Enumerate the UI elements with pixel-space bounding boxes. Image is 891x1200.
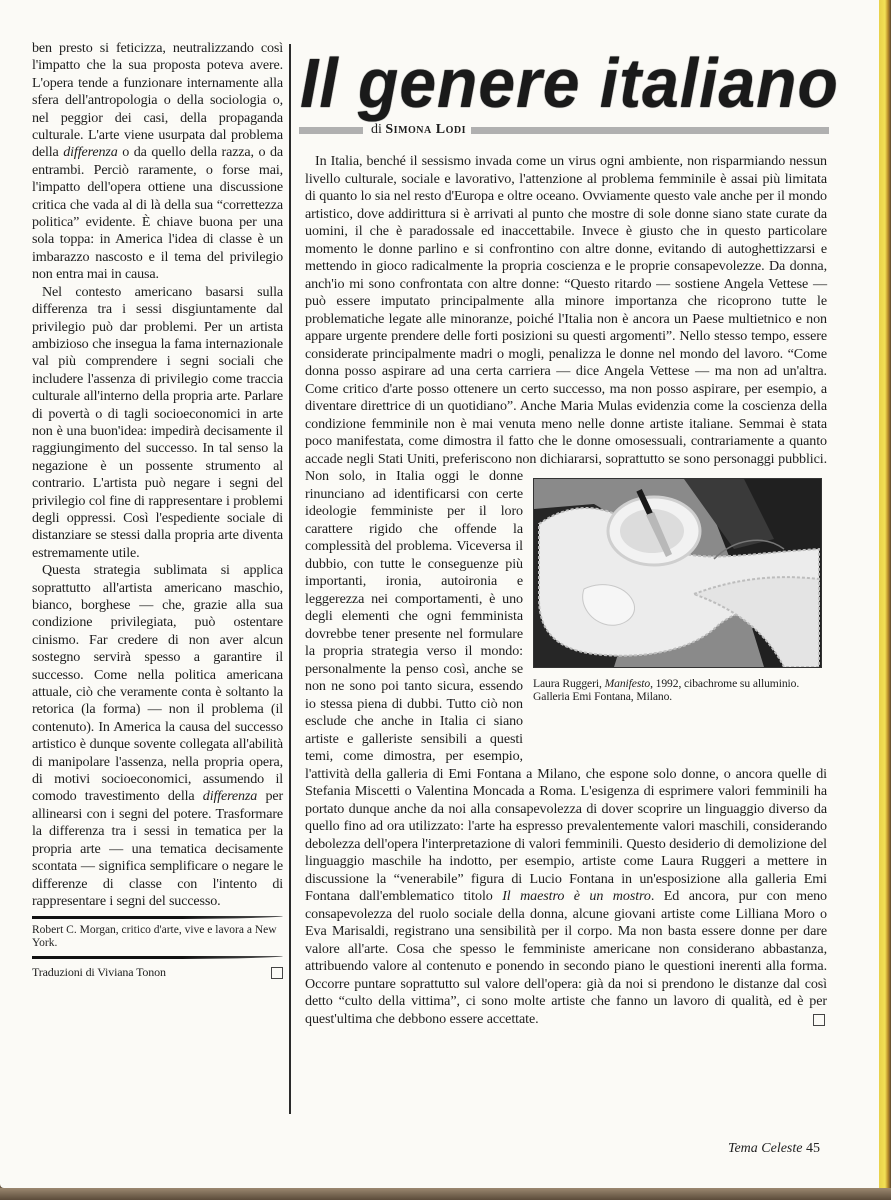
section-rule: [32, 916, 283, 919]
article-title: Il genere italiano: [300, 44, 839, 122]
main-paragraph: In Italia, benché il sessismo invada come un virus ogni ambiente, non risparmiando nessun livello culturale, sociale e lavorativo, l'attenzione al problema femminile è assai più limitata di quanto lo sia nel resto d'Europa e oltre oceano. Ovviamente questo vale anche per il mondo artistico, dove addirittura si è arrivati al punto che mostre di sole donne siano state curate da uomini, il che è paradossale ed inaccettabile. Invece è giusto che in questo particolare momento le donne parlino e si confrontino con altre donne, evitando di autoghettizzarsi e mettendo in gioco radicalmente la propria coscienza e le proprie consapevolezze. Da donna, anch'io mi sono confrontata con altre donne: “Questo ritardo — sostiene Angela Vettese — può essere imputato principalmente alla minore importanza che ricoprono tutte le problematiche legate alle minoranze, poiché l'Italia non è ancora un Paese multietnico e non appare urgente prendere delle forti posizioni su questi argomenti”. Nello stesso tempo, essere considerate principalmente madri o mogli, penalizza le donne nel mondo del lavoro. “Come donna posso aspirare ad una certa carriera — dice Angela Vettese — ma non ad un'altra. Come critico d'arte posso ottenere un certo successo, ma non posso aspirare, per esempio, a diventare direttrice di un quotidiano”. Anche Maria Mulas evidenzia come la coscienza della condizione femminile non è mai venuta meno nelle donne artiste italiane. Semmai è stata poco manifestata, come dimostra il fatto che le donne omosessuali, contrariamente a quanto accade negli Stati Uniti, preferiscono non dichiararsi, soprattutto se sono personaggi pubblici. Non solo, in Italia oggi le donne rinunciano ad identificarsi con certe ideologie femministe per il loro carattere rigido che offende la complessità del problema. Viceversa il dubbio, con tutte le conseguenze più importanti, ironia, autoironia e leggerezza nei comportamenti, è uno degli elementi che ogni femminista dovrebbe tener presente nel formulare la propria strategia verso il mondo: personalmente la penso così, anche se non ne sono poi tanto sicura, essendo io stessa piena di dubbi. Tutto ciò non esclude che anche in Italia ci siano artiste e galleriste sensibili a questi temi, come dimostra, per esempio, l'attività della galleria di Emi Fontana a Milano, che espone solo donne, o ancora quelle di Stefania Miscetti o Valentina Moncada a Roma. L'esigenza di esprimere valori femminili ha portato dunque anche da noi alla consapevolezza di dover scoprire un linguaggio diverso da quello fino ad ora utilizzato: l'arte ha espresso prevalentemente valori maschili, considerando debolezza dell'opera l'interpretazione di valori femminili. Questo desiderio di demolizione del linguaggio maschile ha indotto, per esempio, artiste come Laura Ruggeri a mettere in discussione la “venerabile” figura di Lucio Fontana in un'esposizione alla galleria Emi Fontana dall'emblematico titolo Il maestro è un mostro. Ed ancora, pur con meno consapevolezza del ruolo sociale della donna, alcune giovani artiste come Lilliana Moro o Eva Marisaldi, registrano una sensibilità per il corpo. Ma non basta essere donne per dare valore all'arte. Cosa che spesso le femministe americane non considerano abbastanza, attribuendo valore al contenuto e ponendo in secondo piano le questioni inerenti alla forma. Occorre puntare soprattutto sul valore dell'opera: già da noi si prendono le distanze dal così detto “culto della vittima”, ci sono molte artiste che fanno un lavoro di qualità, ed è per quest'ultima che debbono essere accettate.: [305, 153, 827, 1027]
figure-caption: Laura Ruggeri, Manifesto, 1992, cibachrome su alluminio. Galleria Emi Fontana, Milano.: [533, 677, 800, 703]
article-body: [305, 153, 827, 1028]
left-column: [32, 40, 283, 982]
page-edge: [879, 0, 891, 1190]
left-paragraph-1: ben presto si feticizza, neutralizzando così l'impatto che la sua proposta poteva avere. L'opera tende a funzionare internamente alla sfera dell'antropologia o della sociologia o, nel peggior dei casi, della propaganda culturale. L'arte viene usurpata dal problema della differenza o da quello della razza, o da entrambi. Perciò raramente, o forse mai, l'impatto dell'opera ottiene una discussione critica che vada al di là della sua “correttezza politica” evidente. È chiave buona per una sola toppa: in America l'idea di classe è un imbarazzo nascosto e il tema del privilegio non entra mai in causa.: [32, 40, 284, 283]
author-name: Simona Lodi: [385, 122, 466, 137]
left-paragraph-3: Questa strategia sublimata si applica soprattutto all'artista americano maschio, bianco, borghese — che, grazie alla sua condizione privilegiata, può ostentare cinismo. Far credere di non aver alcun sostegno servirà spesso a garantire il successo. Come nella politica americana attuale, ciò che veramente conta è soltanto la retorica (la forma) — non il problema (il contenuto). In America la causa del successo artistico è dunque sovente collegata all'abilità di manipolare l'assenza, nella propria opera, di motivi socioeconomici, assumendo il comodo travestimento della differenza per allinearsi con i segni del potere. Trasformare la differenza tra i sessi in tematica per la propria arte — una tematica decisamente scontata — significa semplificare o negare le differenze di classe con l'intento di rappresentare i segni del successo.: [32, 562, 283, 909]
artwork-photo: [533, 478, 822, 668]
end-mark-icon: [813, 1014, 825, 1026]
section-rule: [32, 956, 283, 959]
byline-bar: [299, 127, 363, 134]
byline-row: [299, 120, 829, 140]
manifesto-artwork-image: [534, 479, 821, 667]
page-footer: [728, 1141, 820, 1157]
figure: [533, 478, 833, 753]
column-divider: [289, 44, 291, 1114]
artwork-title: Manifesto: [604, 677, 651, 690]
page-shadow: [0, 1188, 891, 1200]
page-number: 45: [806, 1141, 820, 1156]
author-bio: Robert C. Morgan, critico d'arte, vive e lavora a New York.: [32, 924, 277, 950]
byline: di Simona Lodi: [371, 122, 466, 137]
byline-bar: [471, 127, 829, 134]
translator-credit: Traduzioni di Viviana Tonon: [32, 965, 166, 980]
magazine-name: Tema Celeste: [727, 1141, 803, 1156]
exhibition-title: Il maestro è un mostro: [502, 888, 651, 904]
end-mark-icon: [271, 967, 283, 979]
translator-credit-row: [32, 964, 283, 981]
italic-term: differenza: [202, 788, 258, 805]
left-paragraph-2: Nel contesto americano basarsi sulla differenza tra i sessi disgiuntamente dal privilegio può dar problemi. Per un artista ambizioso che insegua la fama internazionale val più comprendere i segni sociali che includere l'assenza di privilegio come traccia culturale all'interno della propria arte. Parlare di povertà o di tagli socioeconomici in arte non è una buon'idea: impedirà decisamente il raggiungimento del successo. In tal senso la negazione è un possente strumento al contrario. L'artista può negare i segni del privilegio col fine di rappresentare i problemi degli oppressi. Così l'espediente sociale di distanziare se stessi dalla propria arte diventa estremamente utile.: [32, 283, 283, 561]
italic-term: differenza: [63, 144, 118, 161]
